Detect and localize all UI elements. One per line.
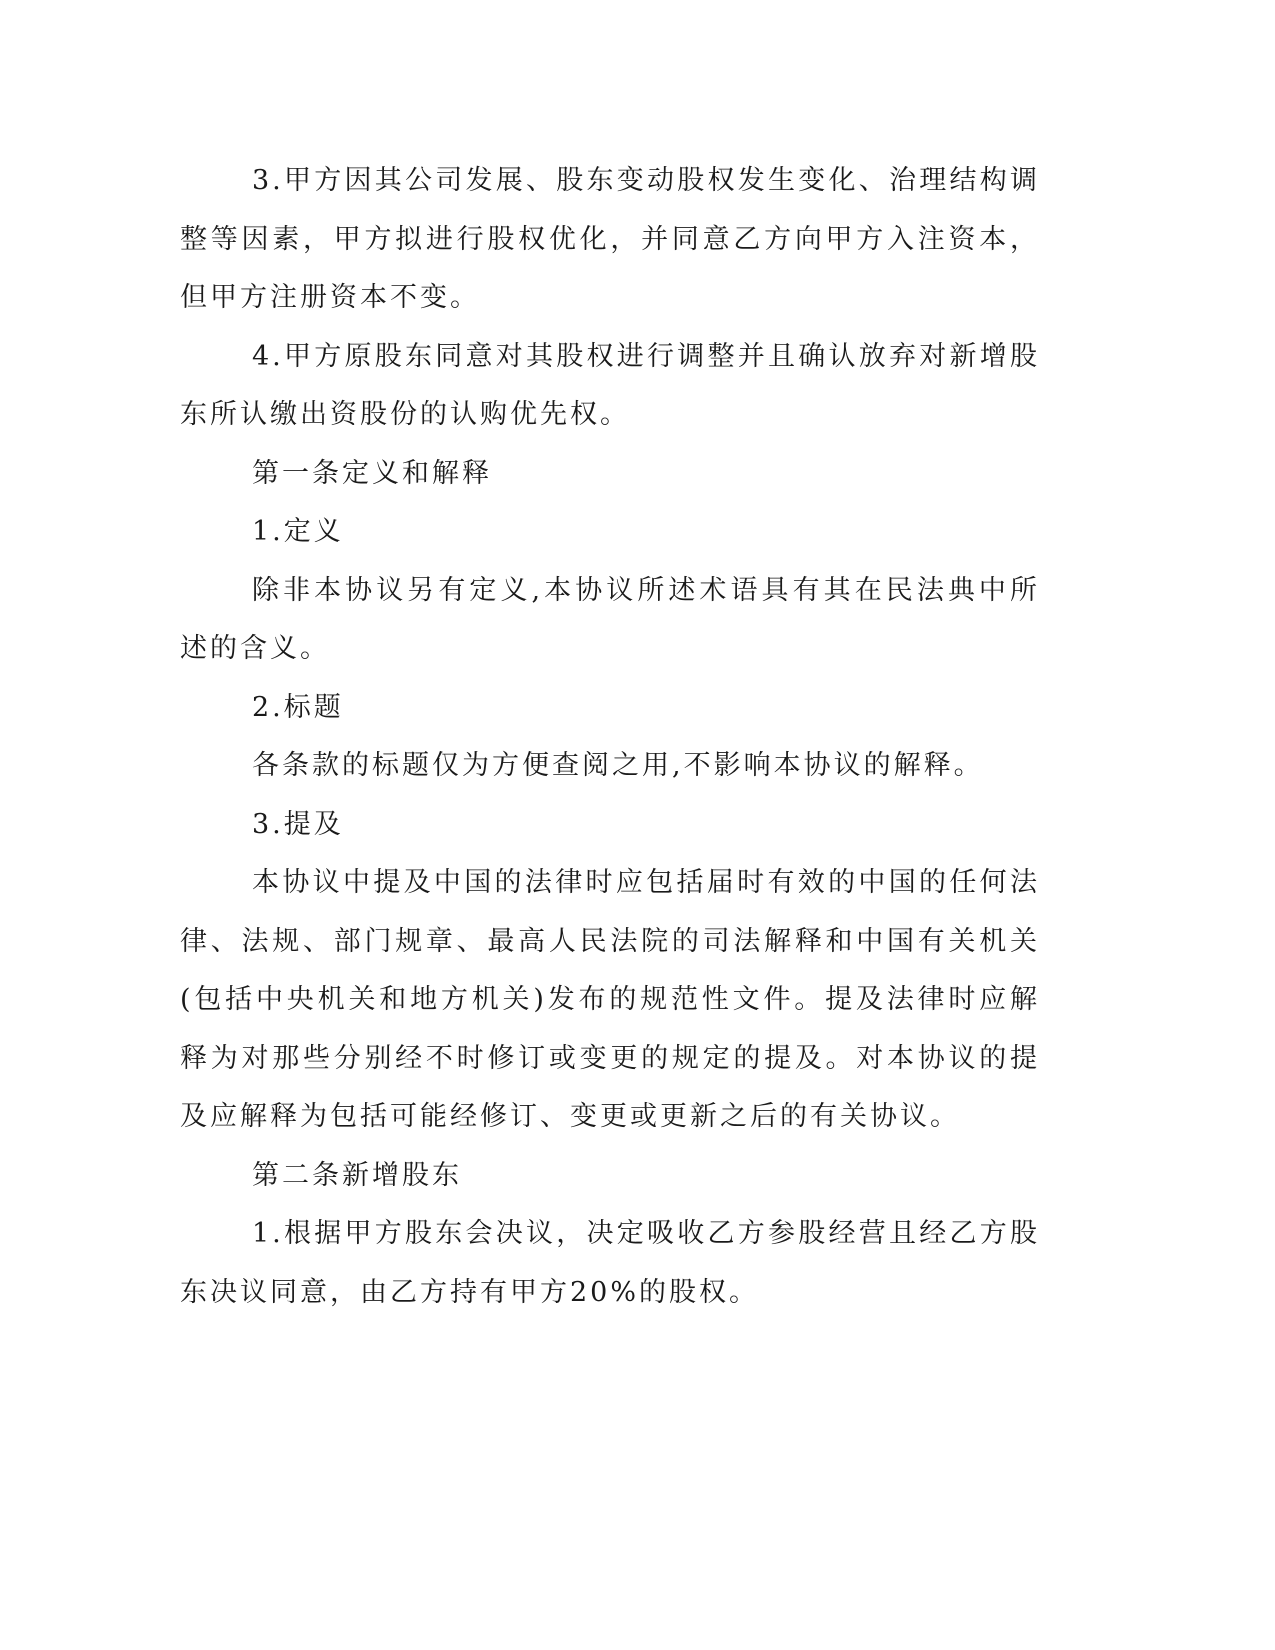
paragraph-references: 本协议中提及中国的法律时应包括届时有效的中国的任何法律、法规、部门规章、最高人民法院的司法解释和中国有关机关(包括中央机关和地方机关)发布的规范性文件。提及法律时应解释为对那些分别经不时修订或变更的规定的提及。对本协议的提及应解释为包括可能经修订、变更或更新之后的有关协议。 <box>180 867 1040 1132</box>
subheading-headings: 2.标题 <box>252 691 344 723</box>
paragraph-clause-3-equity-optimization: 3.甲方因其公司发展、股东变动股权发生变化、治理结构调整等因素，甲方拟进行股权优化，并同意乙方向甲方入注资本，但甲方注册资本不变。 <box>180 165 1040 313</box>
section-heading-article-1: 第一条定义和解释 <box>252 457 492 489</box>
paragraph-definitions: 除非本协议另有定义,本协议所述术语具有其在民法典中所述的含义。 <box>180 574 1040 664</box>
subheading-definitions: 1.定义 <box>252 516 344 547</box>
subheading-references: 3.提及 <box>252 808 344 840</box>
paragraph-headings: 各条款的标题仅为方便查阅之用,不影响本协议的解释。 <box>252 750 984 781</box>
document-body <box>180 152 1040 1322</box>
paragraph-clause-4-waiver-of-preemption: 4.甲方原股东同意对其股权进行调整并且确认放弃对新增股东所认缴出资股份的认购优先权。 <box>180 340 1040 430</box>
paragraph-new-shareholder: 1.根据甲方股东会决议，决定吸收乙方参股经营且经乙方股东决议同意，由乙方持有甲方20%的股权。 <box>180 1218 1040 1308</box>
section-heading-article-2: 第二条新增股东 <box>252 1159 462 1191</box>
